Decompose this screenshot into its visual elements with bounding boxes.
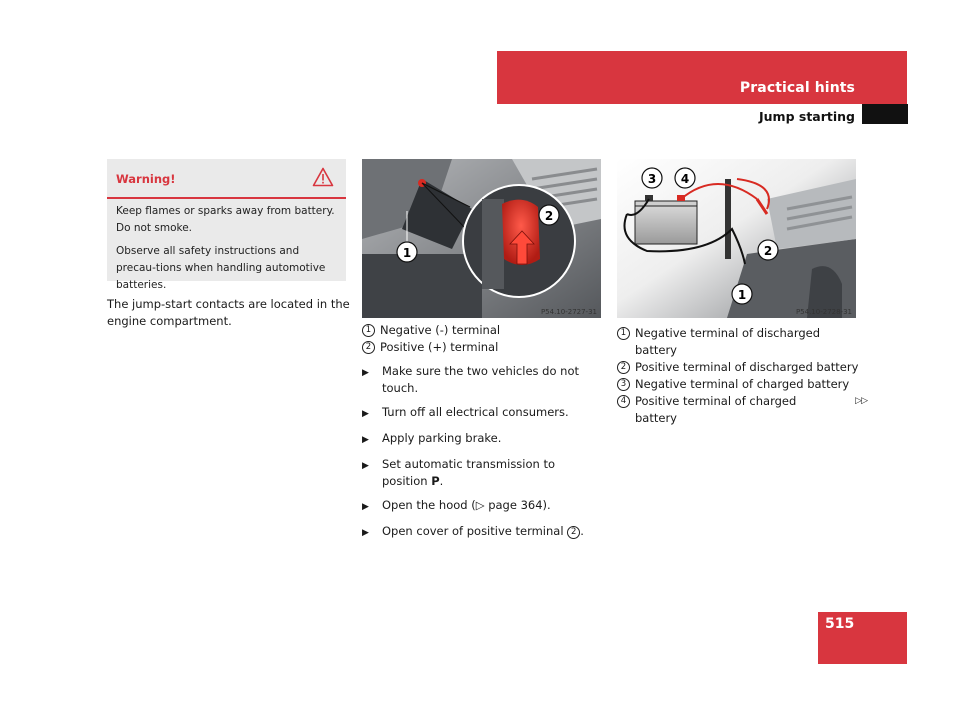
instruction-steps <box>362 363 602 549</box>
legend-item <box>362 322 602 339</box>
gear-position: P <box>431 474 440 488</box>
header-bar <box>497 51 907 104</box>
intro-paragraph: The jump-start contacts are located in the engine compartment. <box>107 297 350 328</box>
step-item <box>362 523 602 542</box>
figure2-callout-3: 3 <box>647 172 657 186</box>
legend-number: 2 <box>362 341 375 354</box>
step-arrow-icon: ▶ <box>362 409 369 419</box>
jump-start-connection-image <box>617 159 856 318</box>
warning-triangle-icon <box>312 167 334 191</box>
step-text <box>382 456 602 490</box>
figure1-callout-1: 1 <box>402 246 412 260</box>
legend-item <box>362 339 602 356</box>
warning-title: Warning! <box>116 172 176 186</box>
step-text: Apply parking brake. <box>382 431 502 445</box>
figure-code: P54.10-2728-31 <box>795 308 852 316</box>
continued-marker-icon: ▷▷ <box>855 396 867 406</box>
legend-text: Negative terminal of discharged battery <box>635 326 821 357</box>
step-item <box>362 404 602 423</box>
step-item <box>362 497 602 516</box>
legend-item <box>617 393 867 427</box>
step-text-part: . <box>439 474 444 488</box>
legend-number: 4 <box>617 395 630 408</box>
step-arrow-icon: ▶ <box>362 368 369 378</box>
figure2-legend <box>617 325 867 427</box>
warning-box <box>107 159 346 291</box>
warning-header <box>107 159 346 199</box>
inline-callout-number: 2 <box>567 526 580 539</box>
figure1-callout-2: 2 <box>544 209 554 223</box>
figure1-legend <box>362 322 602 356</box>
legend-text: Negative terminal of charged battery <box>635 377 850 391</box>
step-arrow-icon: ▶ <box>362 435 369 445</box>
step-text-part: Set automatic transmission to position <box>382 457 556 488</box>
legend-number: 2 <box>617 361 630 374</box>
engine-compartment-image <box>362 159 601 318</box>
step-arrow-icon: ▶ <box>362 461 369 471</box>
step-text-part: Open the hood ( <box>382 498 476 512</box>
warning-text: Keep flames or sparks away from battery. Do not smoke. <box>116 205 335 234</box>
step-text <box>382 523 584 542</box>
step-arrow-icon: ▶ <box>362 528 369 538</box>
step-item <box>362 363 602 397</box>
legend-text: Positive (+) terminal <box>380 340 499 354</box>
legend-text: Positive terminal of discharged battery <box>635 360 859 374</box>
legend-item <box>617 325 867 359</box>
legend-text: Positive terminal of charged battery <box>635 394 797 425</box>
legend-number: 1 <box>362 324 375 337</box>
legend-item <box>617 359 867 376</box>
step-text-part: ). <box>542 498 551 512</box>
page-reference-link[interactable]: ▷ page 364 <box>475 498 543 512</box>
figure-code: P54.10-2727-31 <box>540 308 597 316</box>
figure2-callout-4: 4 <box>680 172 690 186</box>
warning-text: Observe all safety instructions and precau-tions when handling automotive batteries. <box>116 245 326 291</box>
page-number: 515 <box>825 616 855 632</box>
step-arrow-icon: ▶ <box>362 502 369 512</box>
figure2-callout-2: 2 <box>763 244 773 258</box>
step-text: Turn off all electrical consumers. <box>382 405 569 419</box>
step-item <box>362 456 602 490</box>
figure2-callout-1: 1 <box>737 288 747 302</box>
legend-number: 1 <box>617 327 630 340</box>
step-text-part: Open cover of positive terminal <box>382 524 568 538</box>
legend-number: 3 <box>617 378 630 391</box>
step-text-part: . <box>580 524 584 538</box>
legend-item <box>617 376 867 393</box>
step-text <box>382 497 551 516</box>
step-text: Make sure the two vehicles do not touch. <box>382 364 579 395</box>
step-item <box>362 430 602 449</box>
section-tab-marker <box>862 104 908 124</box>
subsection-title: Jump starting <box>759 109 855 124</box>
legend-text: Negative (-) terminal <box>380 323 501 337</box>
section-title: Practical hints <box>739 80 855 96</box>
